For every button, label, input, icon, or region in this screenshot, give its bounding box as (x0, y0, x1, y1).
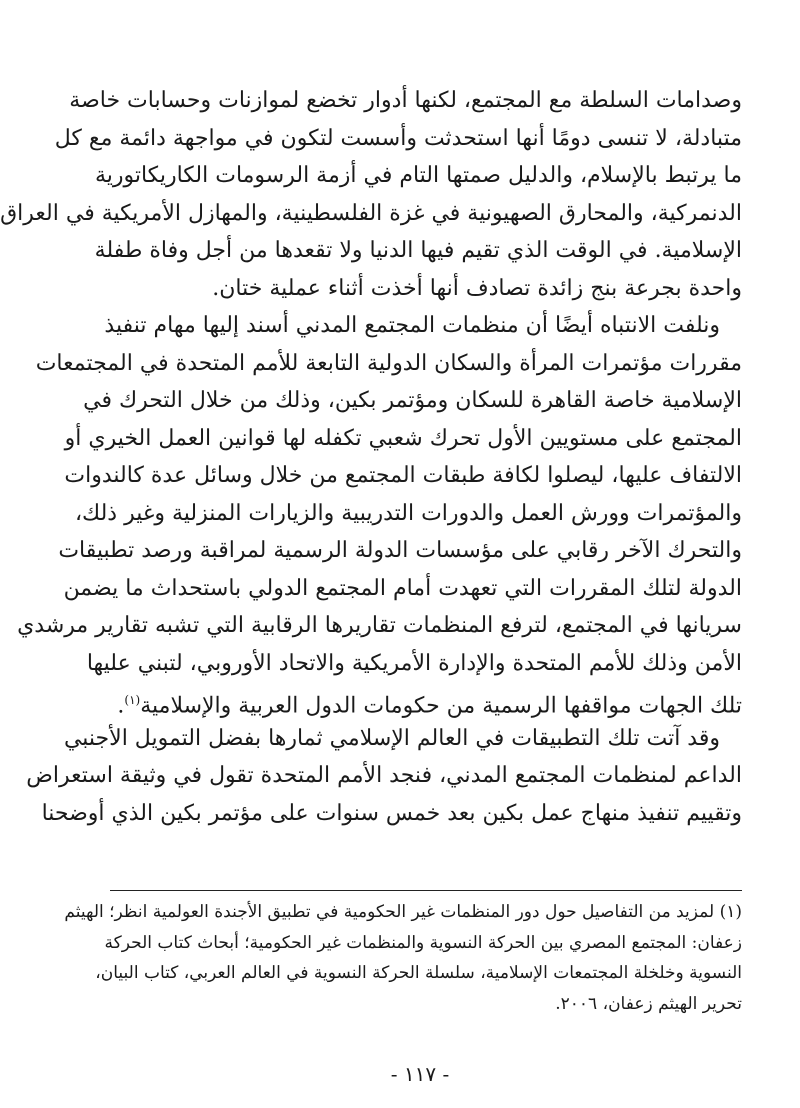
page-number: - ١١٧ - (390, 1062, 450, 1086)
footnote-line: تحرير الهيثم زعفان، ٢٠٠٦. (555, 993, 742, 1014)
text-line: مقررات مؤتمرات المرأة والسكان الدولية التابعة للأمم المتحدة في المجتمعات (35, 350, 742, 376)
text-line: الأمن وذلك للأمم المتحدة والإدارة الأمريكية والاتحاد الأوروبي، لتبني عليها (86, 650, 742, 676)
text-line: الإسلامية خاصة القاهرة للسكان ومؤتمر بكين، وذلك من خلال التحرك في (83, 388, 742, 413)
text-line: الإسلامية. في الوقت الذي تقيم فيها الدنيا ولا تقعدها من أجل وفاة طفلة (94, 238, 742, 263)
footnote-reference[interactable]: (١) (124, 693, 141, 707)
text-line: والتحرك الآخر رقابي على مؤسسات الدولة الرسمية لمراقبة ورصد تطبيقات (58, 538, 742, 563)
text-line: واحدة بجرعة بنج زائدة تصادف أنها أخذت أثناء عملية ختان. (212, 275, 742, 301)
text-line-with-footnote: تلك الجهات مواقفها الرسمية من حكومات الدول العربية والإسلامية$^{(١)}$. (117, 693, 742, 719)
footnotes-section (64, 897, 742, 1019)
text-line: وتقييم تنفيذ منهاج عمل بكين بعد خمس سنوات على مؤتمر بكين الذي أوضحنا (41, 800, 742, 826)
text-line: وصدامات السلطة مع المجتمع، لكنها أدوار تخضع لموازنات وحسابات خاصة (69, 88, 742, 113)
text-line: ونلفت الانتباه أيضًا أن منظمات المجتمع المدني أسند إليها مهام تنفيذ (104, 313, 720, 338)
text-line: الدولة لتلك المقررات التي تعهدت أمام المجتمع الدولي باستحداث ما يضمن (63, 575, 742, 601)
text-line: الدنمركية، والمحارق الصهيونية في غزة الفلسطينية، والمهازل الأمريكية في العراق (0, 200, 742, 226)
footnote-line: زعفان: المجتمع المصري بين الحركة النسوية والمنظمات غير الحكومية؛ أبحاث كتاب الحركة (104, 932, 742, 953)
text-line-content: تلك الجهات مواقفها الرسمية من حكومات الدول العربية والإسلامية (140, 693, 742, 719)
text-line: سريانها في المجتمع، لترفع المنظمات تقاريرها الرقابية التي تشبه تقارير مرشدي (17, 613, 742, 638)
text-line: متبادلة، لا تنسى دومًا أنها استحدثت وأسست لتكون في مواجهة دائمة مع كل (54, 125, 742, 151)
text-line: الداعم لمنظمات المجتمع المدني، فنجد الأمم المتحدة تقول في وثيقة استعراض (26, 763, 742, 788)
footnote-divider (110, 890, 742, 891)
footnote-line: النسوية وخلخلة المجتمعات الإسلامية، سلسلة الحركة النسوية في العالم العربي، كتاب البيان، (95, 963, 742, 983)
text-line: ما يرتبط بالإسلام، والدليل صمتها التام في أزمة الرسومات الكاريكاتورية (94, 163, 742, 188)
text-line: وقد آتت تلك التطبيقات في العالم الإسلامي ثمارها بفضل التمويل الأجنبي (63, 725, 720, 751)
footnote-line: (١) لمزيد من التفاصيل حول دور المنظمات غير الحكومية في تطبيق الأجندة العولمية انظر؛ الهيثم (64, 902, 742, 922)
text-line: المجتمع على مستويين الأول تحرك شعبي تكفله لها قوانين العمل الخيري أو (64, 425, 742, 451)
main-text (0, 82, 742, 832)
text-line: والمؤتمرات وورش العمل والدورات التدريبية والزيارات المنزلية وغير ذلك، (74, 500, 742, 526)
text-line: الالتفاف عليها، ليصلوا لكافة طبقات المجتمع من خلال وسائل عدة كالندوات (64, 463, 742, 488)
